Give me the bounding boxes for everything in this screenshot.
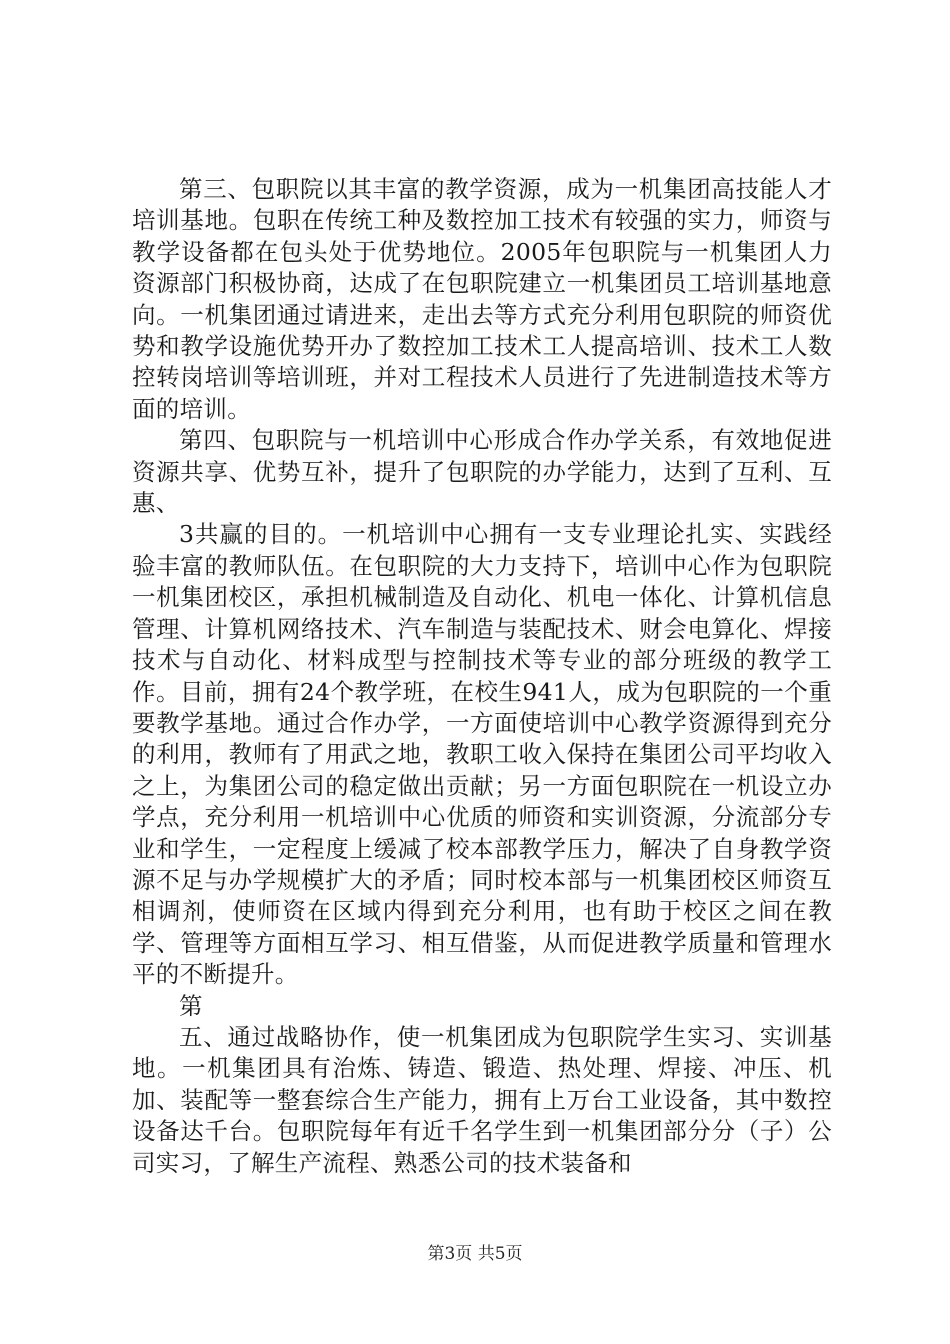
paragraph-fifth-heading-fragment: 第 [179, 991, 203, 1020]
page-number-label: 第3页 共5页 [427, 1244, 523, 1264]
paragraph-third-point: 第三、包职院以其丰富的教学资源，成为一机集团高技能人才培训基地。包职在传统工种及数控加工技术有较强的实力，师资与教学设备都在包头处于优势地位。2005年包职院与一机集团人力资源部门积极协商，达成了在包职院建立一机集团员工培训基地意向。一机集团通过请进来，走出去等方式充分利用包职院的师资优势和教学设施优势开办了数控加工技术工人提高培训、技术工人数控转岗培训等培训班，并对工程技术人员进行了先进制造技术等方面的培训。 [132, 175, 832, 423]
paragraph-fourth-point: 第四、包职院与一机培训中心形成合作办学关系，有效地促进资源共享、优势互补，提升了包职院的办学能力，达到了互利、互惠、 [132, 426, 832, 518]
document-body [132, 174, 832, 1179]
paragraph-fifth-point: 五、通过战略协作，使一机集团成为包职院学生实习、实训基地。一机集团具有治炼、铸造、锻造、热处理、焊接、冲压、机加、装配等一整套综合生产能力，拥有上万台工业设备，其中数控设备达千台。包职院每年有近千名学生到一机集团部分分（子）公司实习，了解生产流程、熟悉公司的技术装备和 [132, 1022, 832, 1177]
paragraph-fourth-continued: 3共赢的目的。一机培训中心拥有一支专业理论扎实、实践经验丰富的教师队伍。在包职院的大力支持下，培训中心作为包职院一机集团校区，承担机械制造及自动化、机电一体化、计算机信息管理、计算机网络技术、汽车制造与装配技术、财会电算化、焊接技术与自动化、材料成型与控制技术等专业的部分班级的教学工作。目前，拥有24个教学班，在校生941人，成为包职院的一个重要教学基地。通过合作办学，一方面使培训中心教学资源得到充分的利用，教师有了用武之地，教职工收入保持在集团公司平均收入之上，为集团公司的稳定做出贡献；另一方面包职院在一机设立办学点，充分利用一机培训中心优质的师资和实训资源，分流部分专业和学生，一定程度上缓减了校本部教学压力，解决了自身教学资源不足与办学规模扩大的矛盾；同时校本部与一机集团校区师资互相调剂，使师资在区域内得到充分利用，也有助于校区之间在教学、管理等方面相互学习、相互借鉴，从而促进教学质量和管理水平的不断提升。 [132, 520, 832, 989]
page-footer [0, 1243, 950, 1265]
